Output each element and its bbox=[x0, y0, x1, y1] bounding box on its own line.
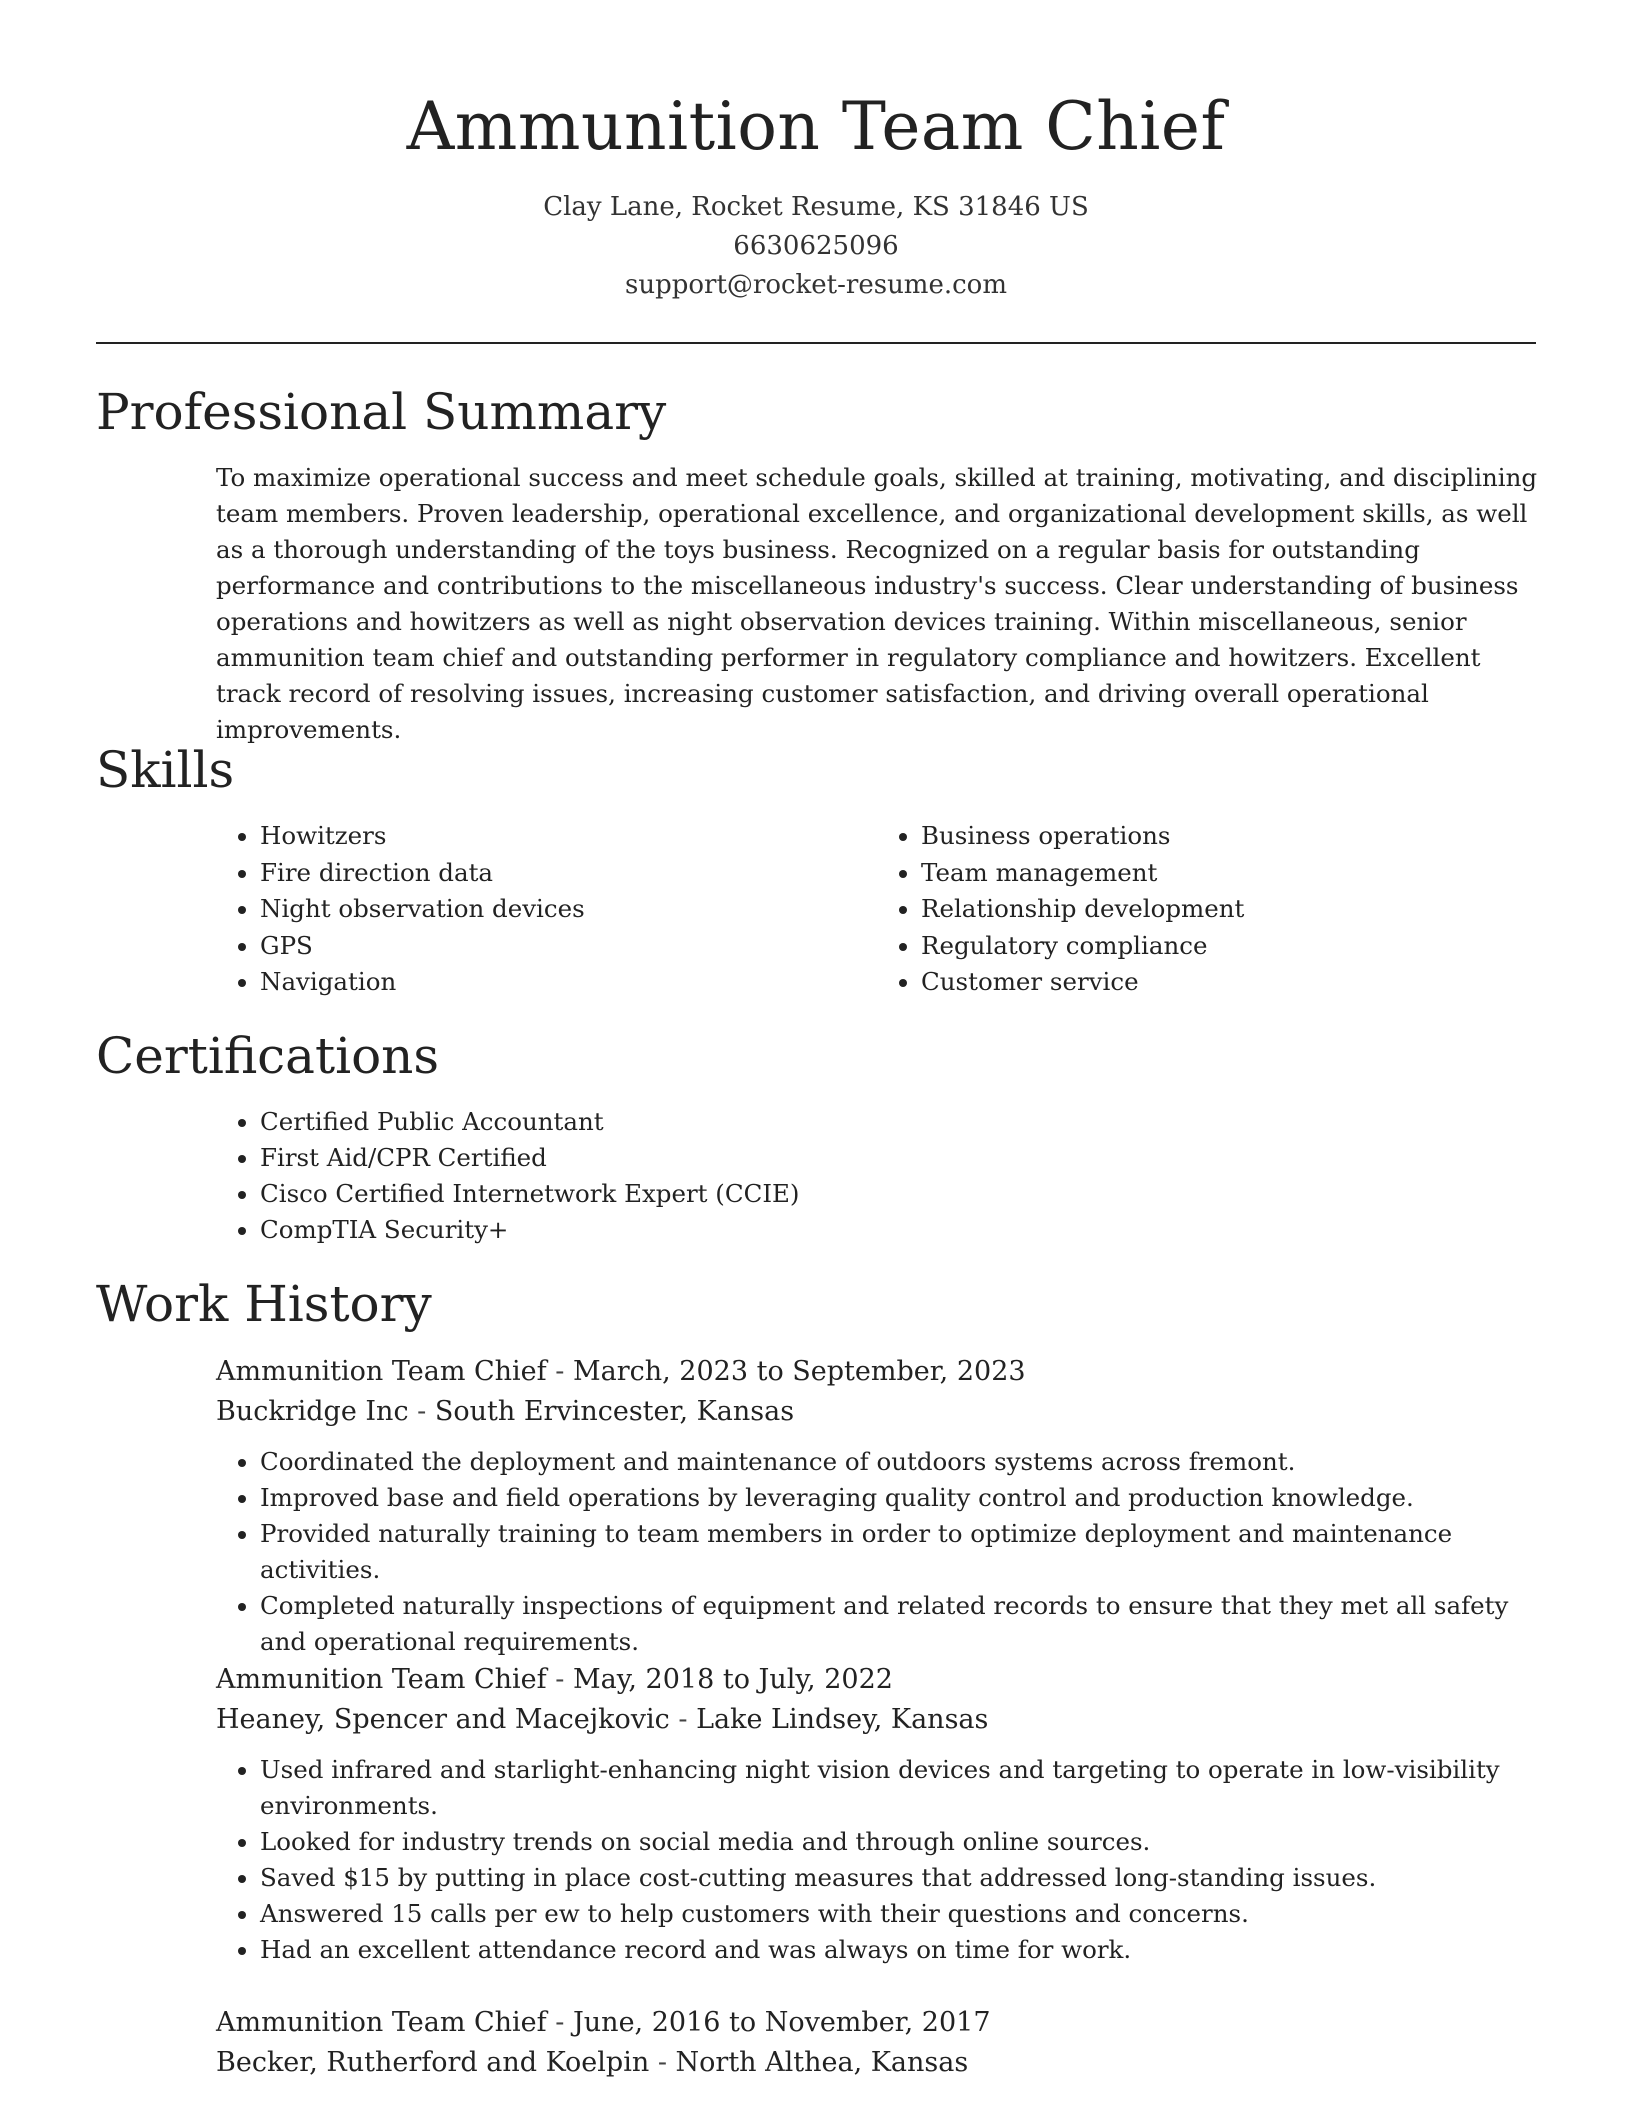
skill-item: • GPS bbox=[260, 928, 877, 965]
certification-item: • Certified Public Accountant bbox=[260, 1104, 1538, 1140]
job-bullets bbox=[216, 1444, 1538, 1660]
job-dates: May, 2018 to July, 2022 bbox=[572, 1664, 893, 1695]
summary-text: To maximize operational success and meet schedule goals, skilled at training, motivating, and disciplining team members. Proven leadership, operational excellence, and organizational development skills, as well as a thorough understanding of the toys business. Recognized on a regular basis for outstanding performance and contributions to the miscellaneous industry's success. Clear understanding of business operations and howitzers as well as night observation devices training. Within miscellaneous, senior ammunition team chief and outstanding performer in regulatory compliance and howitzers. Excellent track record of resolving issues, increasing customer satisfaction, and driving overall operational improvements. bbox=[216, 463, 1538, 744]
job-separator: - bbox=[408, 1396, 435, 1427]
job-separator: - bbox=[669, 1704, 697, 1735]
contact-email: support@rocket-resume.com bbox=[624, 270, 1007, 300]
job-bullet: • Improved base and field operations by leveraging quality control and production knowledge. bbox=[260, 1480, 1538, 1516]
job-entry bbox=[216, 1660, 1538, 1968]
job-bullet: • Completed naturally inspections of equipment and related records to ensure that they met all safety and operational requirements. bbox=[260, 1588, 1538, 1660]
job-bullet: • Coordinated the deployment and maintenance of outdoors systems across fremont. bbox=[260, 1444, 1538, 1480]
skill-item: • Business operations bbox=[921, 818, 1538, 855]
job-company: Buckridge Inc bbox=[216, 1396, 409, 1427]
skill-item: • Fire direction data bbox=[260, 855, 877, 892]
job-bullet: • Answered 15 calls per ew to help customers with their questions and concerns. bbox=[260, 1896, 1538, 1932]
job-title-line bbox=[216, 2003, 1538, 2043]
resume-header bbox=[0, 0, 1632, 305]
certification-item: • First Aid/CPR Certified bbox=[260, 1140, 1538, 1176]
job-company: Becker, Rutherford and Koelpin bbox=[216, 2047, 650, 2078]
header-divider bbox=[96, 342, 1536, 344]
skill-item: • Regulatory compliance bbox=[921, 928, 1538, 965]
job-role: Ammunition Team Chief bbox=[216, 1356, 547, 1387]
job-company: Heaney, Spencer and Macejkovic bbox=[216, 1704, 670, 1735]
job-separator: - bbox=[546, 2007, 573, 2038]
job-dates: March, 2023 to September, 2023 bbox=[572, 1356, 1026, 1387]
contact-info bbox=[0, 188, 1632, 305]
certification-item: • CompTIA Security+ bbox=[260, 1212, 1538, 1248]
skill-item: • Team management bbox=[921, 855, 1538, 892]
job-bullet: • Looked for industry trends on social media and through online sources. bbox=[260, 1824, 1538, 1860]
job-bullet: • Had an excellent attendance record and was always on time for work. bbox=[260, 1932, 1538, 1968]
certification-item: • Cisco Certified Internetwork Expert (CCIE) bbox=[260, 1176, 1538, 1212]
job-company-line bbox=[216, 2043, 1538, 2083]
contact-address: Clay Lane, Rocket Resume, KS 31846 US bbox=[543, 192, 1089, 222]
job-role: Ammunition Team Chief bbox=[216, 2007, 547, 2038]
skill-item: • Navigation bbox=[260, 964, 877, 1001]
certifications-list bbox=[216, 1104, 1538, 1248]
job-entry bbox=[216, 1352, 1538, 1660]
job-bullet: • Provided naturally training to team members in order to optimize deployment and maintenance activities. bbox=[260, 1516, 1538, 1588]
job-bullets bbox=[216, 1752, 1538, 1968]
job-separator: - bbox=[546, 1356, 573, 1387]
job-title-line bbox=[216, 1660, 1538, 1700]
job-dates: June, 2016 to November, 2017 bbox=[572, 2007, 991, 2038]
skills-list bbox=[216, 818, 1538, 1001]
job-title-line bbox=[216, 1352, 1538, 1392]
job-separator: - bbox=[649, 2047, 676, 2078]
work-history-heading: Work History bbox=[96, 1275, 432, 1333]
job-bullet: • Saved $15 by putting in place cost-cutting measures that addressed long-standing issues. bbox=[260, 1860, 1538, 1896]
skills-column-right bbox=[877, 818, 1538, 1001]
resume-name: Ammunition Team Chief bbox=[406, 88, 1226, 165]
skills-column-left bbox=[216, 818, 877, 1001]
job-location: South Ervincester, Kansas bbox=[434, 1396, 795, 1427]
job-company-line bbox=[216, 1392, 1538, 1432]
skill-item: • Customer service bbox=[921, 964, 1538, 1001]
job-bullet: • Used infrared and starlight-enhancing night vision devices and targeting to operate in low-visibility environments. bbox=[260, 1752, 1538, 1824]
skills-heading: Skills bbox=[96, 741, 235, 799]
skill-item: • Howitzers bbox=[260, 818, 877, 855]
contact-phone: 6630625096 bbox=[733, 231, 899, 261]
skill-item: • Relationship development bbox=[921, 891, 1538, 928]
job-role: Ammunition Team Chief bbox=[216, 1664, 547, 1695]
job-location: Lake Lindsey, Kansas bbox=[696, 1704, 989, 1735]
job-entry bbox=[216, 2003, 1538, 2083]
job-separator: - bbox=[546, 1664, 573, 1695]
summary-heading: Professional Summary bbox=[96, 383, 667, 441]
job-company-line bbox=[216, 1700, 1538, 1740]
certifications-heading: Certifications bbox=[96, 1027, 440, 1085]
job-location: North Althea, Kansas bbox=[675, 2047, 969, 2078]
skill-item: • Night observation devices bbox=[260, 891, 877, 928]
